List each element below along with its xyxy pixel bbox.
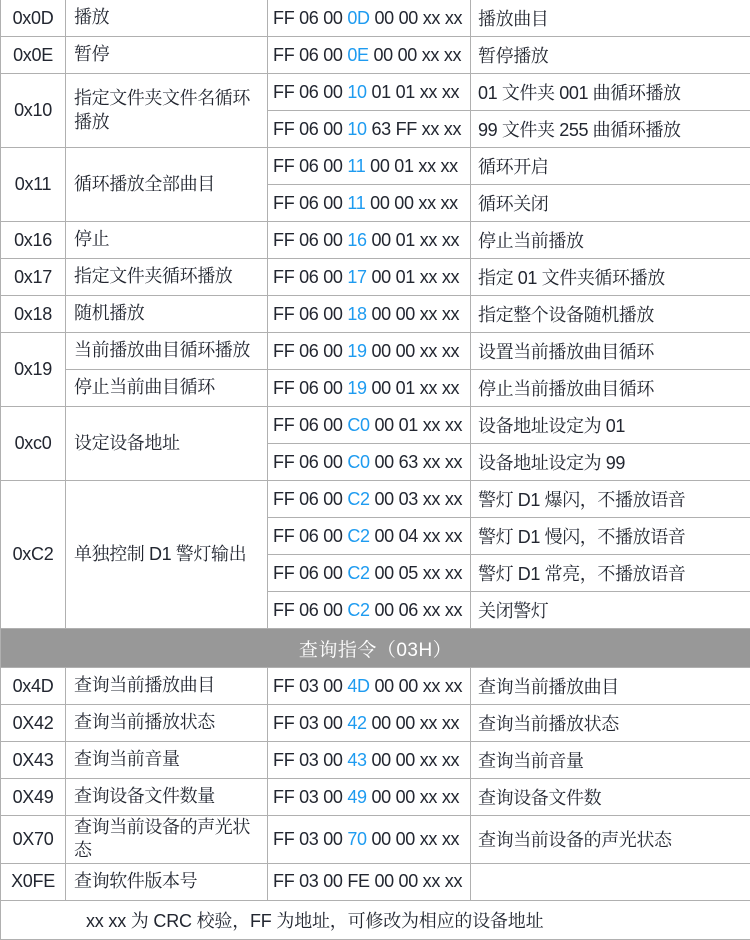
cmd-code: 0X70 xyxy=(1,816,66,864)
hex-suffix: 00 00 xx xx xyxy=(367,829,459,849)
cmd-desc: 单独控制 D1 警灯输出 xyxy=(66,481,268,629)
cmd-desc: 查询软件版本号 xyxy=(66,863,268,900)
cmd-hex xyxy=(268,111,471,148)
cmd-note xyxy=(471,863,750,900)
section-header-row xyxy=(1,629,750,668)
table-row xyxy=(1,296,750,333)
hex-suffix: 00 00 xx xx xyxy=(365,193,457,213)
cmd-desc: 查询当前播放状态 xyxy=(66,705,268,742)
hex-suffix: 00 00 xx xx xyxy=(367,787,459,807)
hex-prefix: FF 03 00 xyxy=(273,829,347,849)
hex-byte-highlight: 19 xyxy=(347,341,366,361)
footer-note: xx xx 为 CRC 校验，FF 为地址，可修改为相应的设备地址 xyxy=(1,900,750,939)
cmd-code: 0x18 xyxy=(1,296,66,333)
hex-prefix: FF 06 00 xyxy=(273,489,347,509)
hex-suffix: 00 01 xx xx xyxy=(367,378,459,398)
hex-byte-highlight: 17 xyxy=(347,267,366,287)
hex-suffix: 00 06 xx xx xyxy=(370,600,462,620)
cmd-hex xyxy=(268,779,471,816)
hex-byte-highlight: 43 xyxy=(347,750,366,770)
hex-byte-highlight: 0D xyxy=(347,8,369,28)
cmd-desc: 指定文件夹循环播放 xyxy=(66,259,268,296)
cmd-hex xyxy=(268,518,471,555)
cmd-code: 0x17 xyxy=(1,259,66,296)
hex-suffix: 00 00 xx xx xyxy=(370,8,462,28)
cmd-hex xyxy=(268,742,471,779)
table-row xyxy=(1,259,750,296)
cmd-note: 设备地址设定为 99 xyxy=(471,444,750,481)
hex-byte-highlight: 11 xyxy=(347,156,365,176)
hex-prefix: FF 06 00 xyxy=(273,119,347,139)
hex-prefix: FF 06 00 xyxy=(273,156,347,176)
cmd-hex xyxy=(268,444,471,481)
hex-suffix: 00 00 xx xx xyxy=(367,713,459,733)
hex-suffix: 00 01 xx xx xyxy=(365,156,457,176)
cmd-hex xyxy=(268,816,471,864)
hex-prefix: FF 06 00 xyxy=(273,378,347,398)
cmd-code: 0X42 xyxy=(1,705,66,742)
hex-suffix: 00 63 xx xx xyxy=(370,452,462,472)
cmd-desc: 随机播放 xyxy=(66,296,268,333)
cmd-note: 循环关闭 xyxy=(471,185,750,222)
footer-note-row xyxy=(1,900,750,939)
cmd-hex xyxy=(268,481,471,518)
cmd-code: 0X49 xyxy=(1,779,66,816)
cmd-code: 0x4D xyxy=(1,668,66,705)
cmd-note: 01 文件夹 001 曲循环播放 xyxy=(471,74,750,111)
hex-byte-highlight: 0E xyxy=(347,45,368,65)
cmd-code: 0x0E xyxy=(1,37,66,74)
cmd-note: 设备地址设定为 01 xyxy=(471,407,750,444)
cmd-hex xyxy=(268,185,471,222)
hex-prefix: FF 06 00 xyxy=(273,82,347,102)
cmd-hex xyxy=(268,222,471,259)
table-row xyxy=(1,74,750,111)
cmd-hex xyxy=(268,259,471,296)
hex-prefix: FF 06 00 xyxy=(273,600,347,620)
table-row xyxy=(1,863,750,900)
hex-prefix: FF 06 00 xyxy=(273,415,347,435)
cmd-note: 停止当前播放 xyxy=(471,222,750,259)
cmd-code: 0x0D xyxy=(1,0,66,37)
cmd-note: 设置当前播放曲目循环 xyxy=(471,333,750,370)
cmd-note: 警灯 D1 常亮，不播放语音 xyxy=(471,555,750,592)
hex-suffix: 00 05 xx xx xyxy=(370,563,462,583)
hex-suffix: 00 00 xx xx xyxy=(367,341,459,361)
cmd-note: 暂停播放 xyxy=(471,37,750,74)
hex-prefix: FF 06 00 xyxy=(273,8,347,28)
hex-suffix: 00 01 xx xx xyxy=(370,415,462,435)
cmd-desc: 播放 xyxy=(66,0,268,37)
cmd-desc: 指定文件夹文件名循环播放 xyxy=(66,74,268,148)
hex-prefix: FF 06 00 xyxy=(273,193,347,213)
hex-byte-highlight: C2 xyxy=(347,563,369,583)
cmd-code: 0xC2 xyxy=(1,481,66,629)
hex-prefix: FF 06 00 xyxy=(273,526,347,546)
table-row xyxy=(1,481,750,518)
cmd-code: 0X43 xyxy=(1,742,66,779)
hex-byte-highlight: C2 xyxy=(347,489,369,509)
section-header-title: 查询指令（03H） xyxy=(1,629,750,668)
cmd-desc: 查询当前播放曲目 xyxy=(66,668,268,705)
cmd-hex xyxy=(268,555,471,592)
cmd-code: 0x16 xyxy=(1,222,66,259)
cmd-hex xyxy=(268,407,471,444)
cmd-desc: 当前播放曲目循环播放 xyxy=(66,333,268,370)
cmd-desc: 查询设备文件数量 xyxy=(66,779,268,816)
cmd-hex xyxy=(268,705,471,742)
cmd-hex xyxy=(268,863,471,900)
hex-suffix: 00 04 xx xx xyxy=(370,526,462,546)
table-row xyxy=(1,37,750,74)
table-row xyxy=(1,333,750,370)
hex-suffix: 00 01 xx xx xyxy=(367,230,459,250)
hex-prefix: FF 06 00 xyxy=(273,304,347,324)
cmd-hex xyxy=(268,37,471,74)
hex-prefix: FF 06 00 xyxy=(273,45,347,65)
hex-byte-highlight: C2 xyxy=(347,526,369,546)
cmd-note: 循环开启 xyxy=(471,148,750,185)
cmd-hex xyxy=(268,370,471,407)
cmd-desc: 循环播放全部曲目 xyxy=(66,148,268,222)
cmd-note: 查询设备文件数 xyxy=(471,779,750,816)
cmd-note: 指定整个设备随机播放 xyxy=(471,296,750,333)
table-row xyxy=(1,705,750,742)
cmd-note: 查询当前播放曲目 xyxy=(471,668,750,705)
cmd-note: 警灯 D1 爆闪，不播放语音 xyxy=(471,481,750,518)
hex-prefix: FF 06 00 xyxy=(273,452,347,472)
cmd-note: 查询当前设备的声光状态 xyxy=(471,816,750,864)
table-row xyxy=(1,148,750,185)
hex-suffix: 00 00 xx xx xyxy=(370,676,462,696)
table-row xyxy=(1,816,750,864)
cmd-code: 0xc0 xyxy=(1,407,66,481)
cmd-desc: 查询当前音量 xyxy=(66,742,268,779)
hex-suffix: 00 03 xx xx xyxy=(370,489,462,509)
table-row xyxy=(1,668,750,705)
cmd-hex xyxy=(268,333,471,370)
table-row xyxy=(1,407,750,444)
cmd-note: 查询当前播放状态 xyxy=(471,705,750,742)
hex-byte-highlight: 42 xyxy=(347,713,366,733)
table-row xyxy=(1,779,750,816)
hex-byte-highlight: 18 xyxy=(347,304,366,324)
hex-prefix: FF 03 00 FE 00 00 xx xx xyxy=(273,871,462,891)
cmd-desc: 暂停 xyxy=(66,37,268,74)
cmd-desc: 停止 xyxy=(66,222,268,259)
hex-byte-highlight: 11 xyxy=(347,193,365,213)
cmd-hex xyxy=(268,74,471,111)
hex-prefix: FF 06 00 xyxy=(273,563,347,583)
hex-suffix: 00 00 xx xx xyxy=(367,750,459,770)
hex-suffix: 63 FF xx xx xyxy=(367,119,461,139)
hex-prefix: FF 06 00 xyxy=(273,230,347,250)
cmd-desc: 查询当前设备的声光状态 xyxy=(66,816,268,864)
table-row xyxy=(1,742,750,779)
cmd-hex xyxy=(268,296,471,333)
cmd-hex xyxy=(268,148,471,185)
cmd-note: 警灯 D1 慢闪，不播放语音 xyxy=(471,518,750,555)
hex-prefix: FF 03 00 xyxy=(273,787,347,807)
cmd-note: 关闭警灯 xyxy=(471,592,750,629)
table-row xyxy=(1,222,750,259)
hex-suffix: 00 01 xx xx xyxy=(367,267,459,287)
cmd-hex xyxy=(268,592,471,629)
cmd-code: 0x10 xyxy=(1,74,66,148)
cmd-code: 0x19 xyxy=(1,333,66,407)
cmd-desc: 设定设备地址 xyxy=(66,407,268,481)
table-row xyxy=(1,0,750,37)
hex-byte-highlight: 49 xyxy=(347,787,366,807)
cmd-note: 播放曲目 xyxy=(471,0,750,37)
hex-prefix: FF 03 00 xyxy=(273,676,347,696)
hex-byte-highlight: C2 xyxy=(347,600,369,620)
table-row xyxy=(1,370,750,407)
cmd-note: 停止当前播放曲目循环 xyxy=(471,370,750,407)
hex-prefix: FF 03 00 xyxy=(273,713,347,733)
cmd-note: 指定 01 文件夹循环播放 xyxy=(471,259,750,296)
cmd-hex xyxy=(268,0,471,37)
cmd-code: 0x11 xyxy=(1,148,66,222)
cmd-note: 查询当前音量 xyxy=(471,742,750,779)
hex-prefix: FF 03 00 xyxy=(273,750,347,770)
cmd-desc: 停止当前曲目循环 xyxy=(66,370,268,407)
hex-byte-highlight: 19 xyxy=(347,378,366,398)
cmd-code: X0FE xyxy=(1,863,66,900)
hex-prefix: FF 06 00 xyxy=(273,267,347,287)
hex-suffix: 01 01 xx xx xyxy=(367,82,459,102)
hex-byte-highlight: 16 xyxy=(347,230,366,250)
hex-byte-highlight: C0 xyxy=(347,452,369,472)
hex-byte-highlight: 70 xyxy=(347,829,366,849)
hex-suffix: 00 00 xx xx xyxy=(369,45,461,65)
cmd-note: 99 文件夹 255 曲循环播放 xyxy=(471,111,750,148)
hex-byte-highlight: 10 xyxy=(347,82,366,102)
hex-byte-highlight: C0 xyxy=(347,415,369,435)
hex-suffix: 00 00 xx xx xyxy=(367,304,459,324)
cmd-hex xyxy=(268,668,471,705)
hex-prefix: FF 06 00 xyxy=(273,341,347,361)
hex-byte-highlight: 10 xyxy=(347,119,366,139)
hex-byte-highlight: 4D xyxy=(347,676,369,696)
